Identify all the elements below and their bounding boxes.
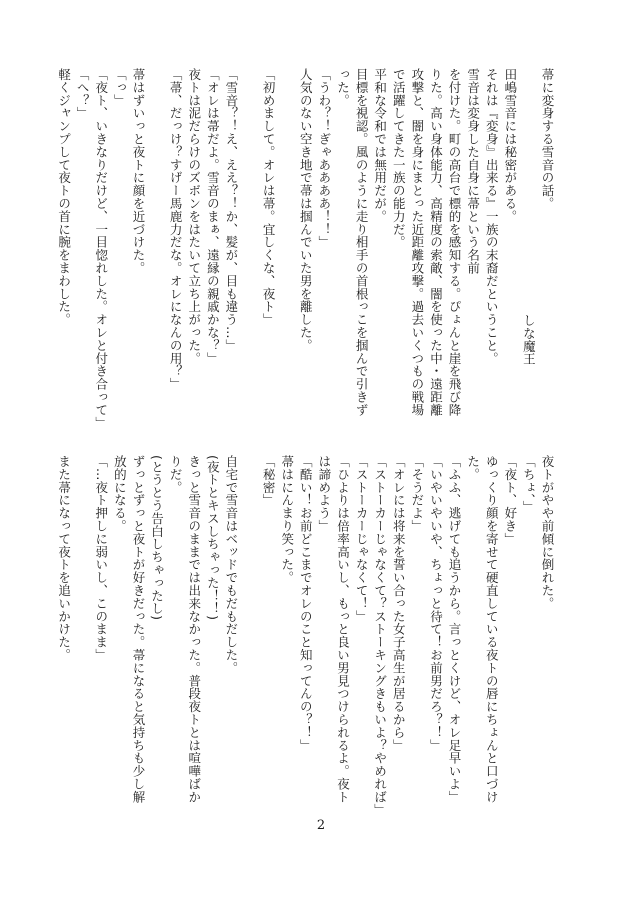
text-line: ずっとずっと夜トが好きだった。菷になると気持ちも少し解 <box>130 455 146 804</box>
text-line: を付けた。町の高台で標的を感知する。ぴょんと崖を飛び降 <box>447 68 463 417</box>
text-line: た。 <box>465 455 481 481</box>
text-line: また菷になって夜トを追いかけた。 <box>56 455 72 662</box>
text-line: 「菷、だっけ？すげー馬鹿力だな。オレになんの用？」 <box>168 68 184 391</box>
blank-line <box>240 455 259 795</box>
text-line: 「雪音？！え、ええ？！か、髪が、目も違う…」 <box>223 68 239 352</box>
text-line: 「夜ト、いきなりだけど、一目惚れした。オレと付き合って」 <box>93 68 109 430</box>
text-line: りだ。 <box>168 455 184 494</box>
text-line: 「秘密」 <box>261 455 277 507</box>
text-line: 攻撃と、闇を身にまとった近距離攻撃。過去いくつもの戦場 <box>409 68 425 417</box>
story-title: 菷に変身する雪音の話。 <box>540 68 555 210</box>
text-line: 「オレは菷だよ。雪音のまぁ、遠縁の親戚かな？」 <box>205 68 221 365</box>
text-line: 雪音は変身した自身に菷という名前 <box>465 68 481 275</box>
text-line: った。 <box>335 68 351 107</box>
text-line: 人気のない空き地で菷は掴んでいた男を離した。 <box>298 68 314 352</box>
author-name: しな魔王 <box>521 314 537 366</box>
blank-line <box>240 68 259 408</box>
text-line: 「うわ？！ぎゃああああ！！」 <box>316 68 332 249</box>
text-line: で活躍してきた一族の能力だ。 <box>391 68 407 249</box>
text-line: 「夜ト、好き」 <box>502 455 518 546</box>
text-line: 田嶋雪音には秘密がある。 <box>502 68 518 223</box>
text-line: 平和な令和では無用だが。 <box>372 68 388 223</box>
text-line: 夜トは泥だらけのズボンをはたいて立ち上がった。 <box>186 68 202 365</box>
text-line: 菷はにんまり笑った。 <box>279 455 295 584</box>
text-line: 「オレには将来を誓い合った女子高生が居るから」 <box>391 455 407 752</box>
text-line: (とうとう告白しちゃったし) <box>149 455 165 621</box>
upper-text-block <box>54 68 556 430</box>
text-line: 「ストーカーじゃなくて！」 <box>354 455 370 623</box>
text-line: 「そうだよ」 <box>409 455 425 533</box>
text-line: 「ひよりは倍率高いし、もっと良い男見つけられるよ。夜ト <box>335 455 351 804</box>
text-line: ゆっくり顔を寄せて硬直している夜トの唇にちょんと口づけ <box>484 455 500 804</box>
text-line: 「ふふ、逃げても追うから。言っとくけど、オレ足早いよ」 <box>447 455 463 804</box>
blank-line <box>277 68 296 408</box>
text-line: 菷はずいっと夜トに顔を近づけた。 <box>130 68 146 275</box>
text-line: 「…夜ト押しに弱いし、このまま」 <box>93 455 109 662</box>
text-line: 「酷い！お前どこまでオレのこと知ってんの？！」 <box>298 455 314 752</box>
text-line: 「へ？」 <box>75 68 91 120</box>
text-line: 放的になる。 <box>112 455 128 533</box>
text-line: 夜トがやや前傾に倒れた。 <box>540 455 555 610</box>
text-line: 「っ」 <box>112 68 128 107</box>
text-line: 「ストーカーじゃなくて？ストーキングきもいよ？やめれば」 <box>372 455 388 817</box>
text-line: 「ちょ、」 <box>521 455 537 514</box>
text-line: 目標を視認。風のように走り相手の首根っこを掴んで引きず <box>354 68 370 417</box>
text-line: きっと雪音のままでは出来なかった。普段夜トとは喧嘩ばか <box>186 455 202 804</box>
text-line: 軽くジャンプして夜トの首に腕をまわした。 <box>56 68 72 326</box>
text-line: は諦めよう」 <box>316 455 332 533</box>
page-number: 2 <box>316 818 326 833</box>
text-line: りた。高い身体能力、高精度の索敵、闇を使った中・遠距離 <box>428 68 444 417</box>
text-line: それは『変身』出来る』一族の末裔だということ。 <box>484 68 500 365</box>
blank-line <box>73 455 92 795</box>
blank-line <box>147 68 166 408</box>
text-line: 自宅で雪音はベッドでもだもだした。 <box>223 455 239 675</box>
text-line: (夜トとキスしちゃった！！) <box>205 455 221 621</box>
text-line: 「いやいやいや、ちょっと待て！お前男だろ？！」 <box>428 455 444 752</box>
lower-text-block <box>54 455 556 817</box>
text-line: 「初めまして。オレは菷。宜しくな、夜ト」 <box>261 68 277 326</box>
